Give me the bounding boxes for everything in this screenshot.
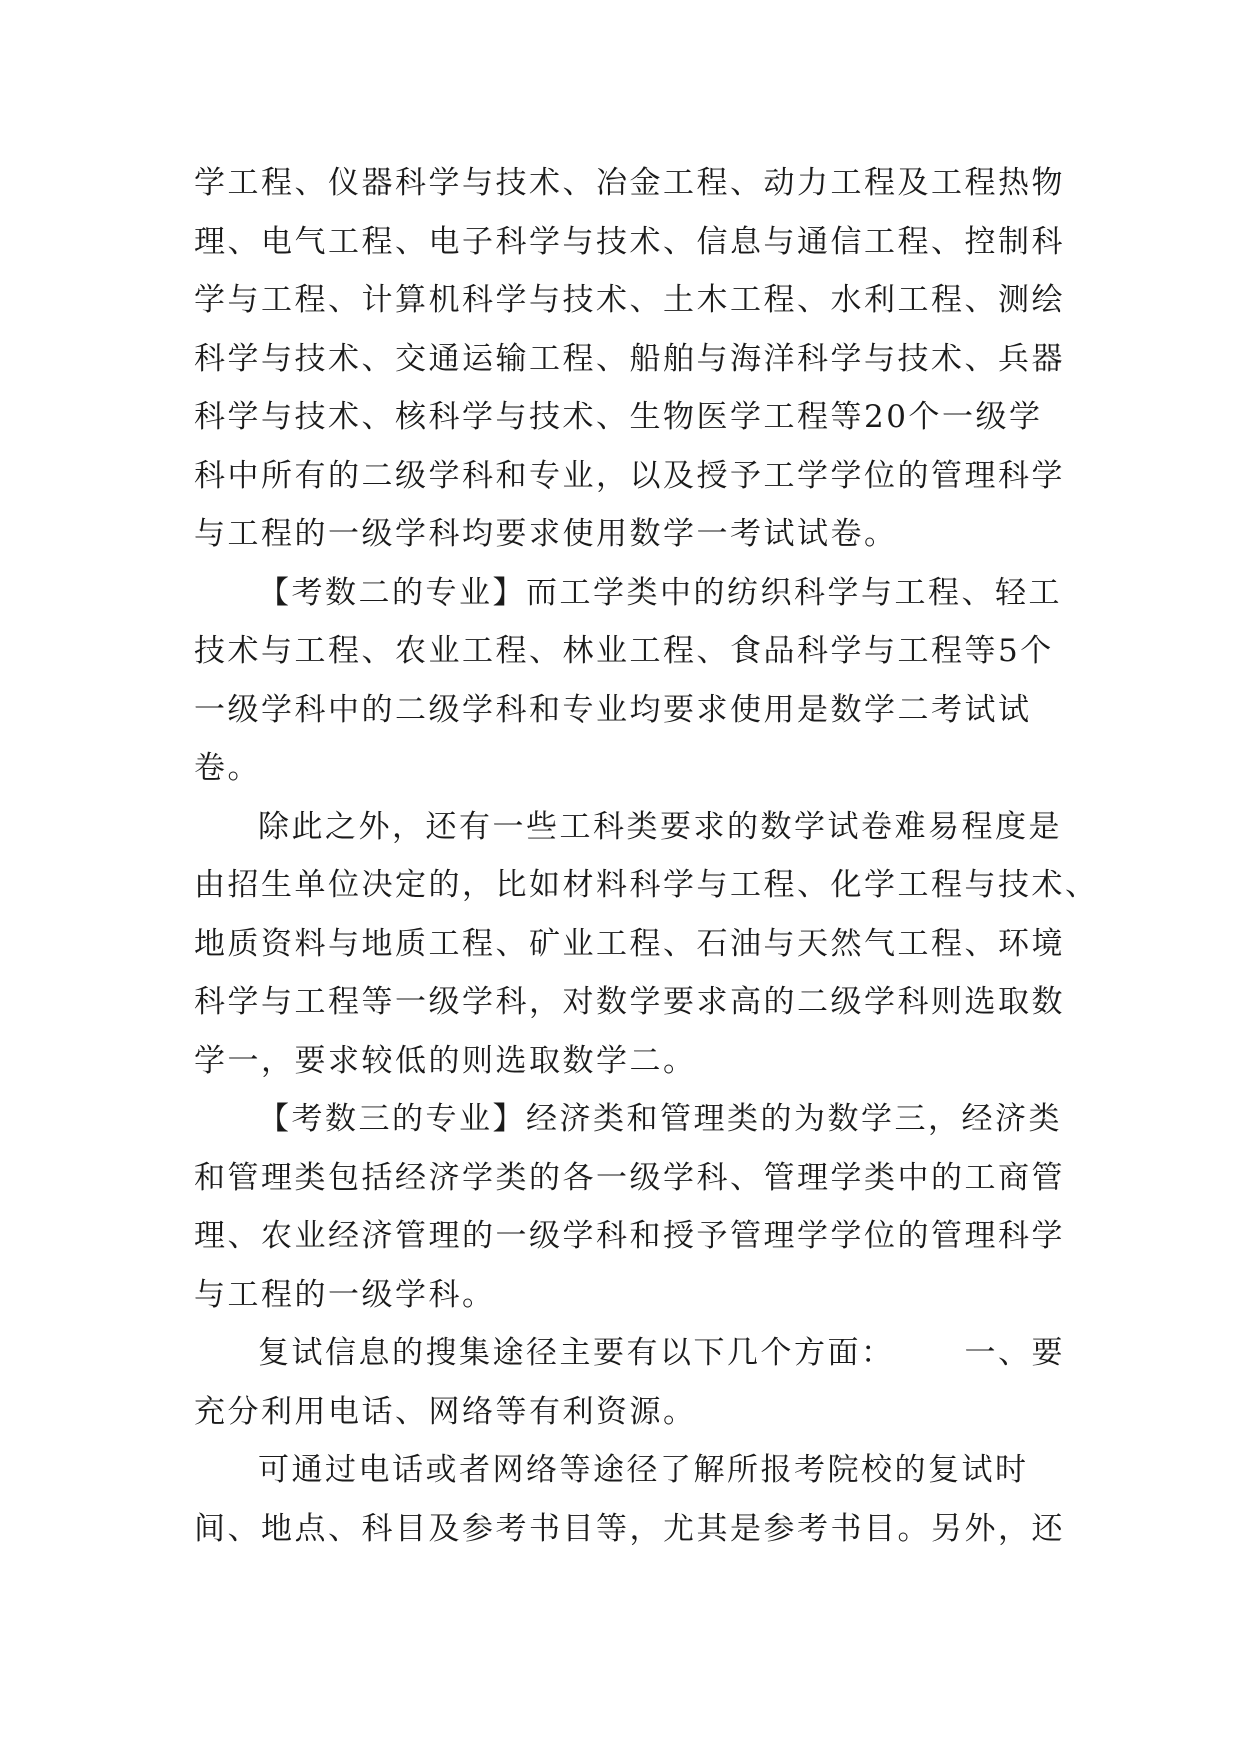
document-body bbox=[194, 154, 1099, 1558]
text-line: 和管理类包括经济学类的各一级学科、管理学类中的工商管 bbox=[194, 1159, 1065, 1196]
text-line-head: 复试信息的搜集途径主要有以下几个方面： bbox=[258, 1335, 895, 1371]
text-line: 科中所有的二级学科和专业，以及授予工学学位的管理科学 bbox=[194, 457, 1065, 494]
text-line: 科学与工程等一级学科，对数学要求高的二级学科则选取数 bbox=[194, 984, 1065, 1020]
paragraph-start-line: 【考数三的专业】经济类和管理类的为数学三，经济类 bbox=[258, 1101, 1062, 1137]
text-line: 技术与工程、农业工程、林业工程、食品科学与工程等5个 bbox=[194, 633, 1054, 669]
text-line: 学一，要求较低的则选取数学二。 bbox=[194, 1042, 697, 1079]
text-line: 理、农业经济管理的一级学科和授予管理学学位的管理科学 bbox=[194, 1218, 1065, 1254]
text-line: 与工程的一级学科均要求使用数学一考试试卷。 bbox=[194, 516, 898, 552]
text-line: 一级学科中的二级学科和专业均要求使用是数学二考试试 bbox=[194, 691, 1032, 728]
text-line: 卷。 bbox=[194, 750, 261, 786]
text-line: 地质资料与地质工程、矿业工程、石油与天然气工程、环境 bbox=[194, 925, 1065, 962]
paragraph-start-line: 可通过电话或者网络等途径了解所报考院校的复试时 bbox=[258, 1452, 1029, 1488]
text-line: 由招生单位决定的，比如材料科学与工程、化学工程与技术、 bbox=[194, 867, 1099, 903]
paragraph-start-line: 【考数二的专业】而工学类中的纺织科学与工程、轻工 bbox=[258, 574, 1062, 611]
text-line: 科学与技术、交通运输工程、船舶与海洋科学与技术、兵器 bbox=[194, 340, 1065, 377]
text-line: 间、地点、科目及参考书目等，尤其是参考书目。另外，还 bbox=[194, 1510, 1065, 1547]
text-line: 与工程的一级学科。 bbox=[194, 1276, 496, 1313]
text-line-tail: 一、要 bbox=[964, 1335, 1065, 1371]
text-line: 学与工程、计算机科学与技术、土木工程、水利工程、测绘 bbox=[194, 282, 1065, 318]
text-line: 理、电气工程、电子科学与技术、信息与通信工程、控制科 bbox=[194, 223, 1065, 260]
paragraph-start-line bbox=[194, 1324, 1065, 1383]
text-line: 充分利用电话、网络等有利资源。 bbox=[194, 1393, 697, 1430]
text-line: 学工程、仪器科学与技术、冶金工程、动力工程及工程热物 bbox=[194, 165, 1065, 201]
paragraph-start-line: 除此之外，还有一些工科类要求的数学试卷难易程度是 bbox=[258, 808, 1062, 845]
text-line: 科学与技术、核科学与技术、生物医学工程等20个一级学 bbox=[194, 399, 1043, 435]
